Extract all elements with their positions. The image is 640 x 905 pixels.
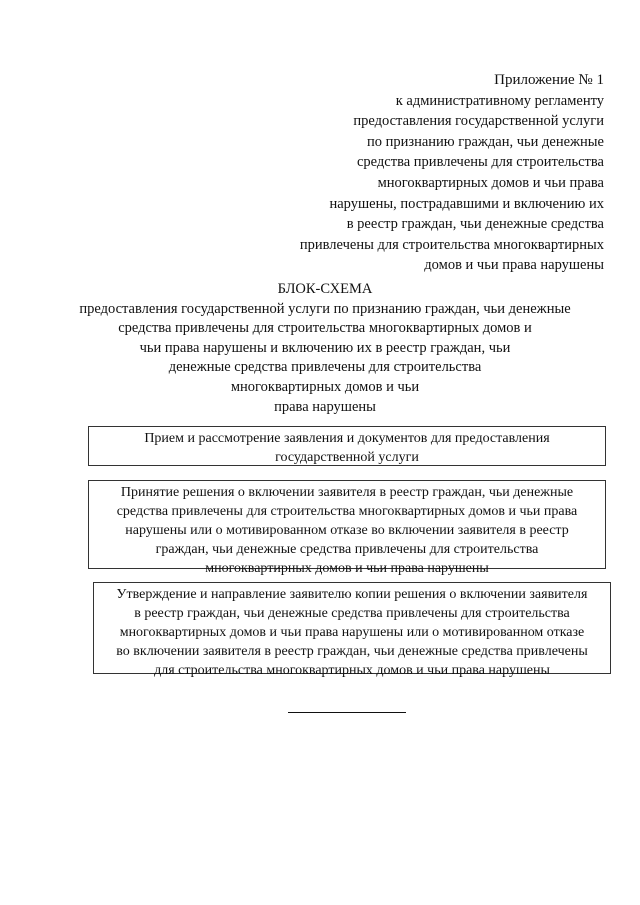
appendix-line: нарушены, пострадавшими и включению их	[329, 195, 604, 212]
appendix-line: предоставления государственной услуги	[353, 113, 604, 130]
scheme-subtitle-line: многоквартирных домов и чьи	[230, 378, 420, 395]
scheme-subtitle-line: предоставления государственной услуги по признанию граждан, чьи денежные	[79, 300, 571, 317]
scheme-subtitle-line: денежные средства привлечены для строительства	[168, 359, 482, 376]
appendix-line: в реестр граждан, чьи денежные средства	[346, 216, 604, 233]
flow-step-text: многоквартирных домов и чьи права нарушены или о мотивированном отказе	[119, 625, 585, 640]
flow-step-text: граждан, чьи денежные средства привлечены для строительства	[155, 542, 539, 557]
scheme-subtitle-line: права нарушены	[274, 398, 376, 415]
flow-step-text: многоквартирных домов и чьи права нарушены	[205, 561, 489, 576]
flow-step-2-box	[88, 480, 606, 576]
appendix-line: к административному регламенту	[395, 92, 604, 109]
scheme-title-block	[60, 280, 590, 417]
scheme-subtitle-line: средства привлечены для строительства многоквартирных домов и	[118, 320, 532, 337]
flow-step-3-box	[93, 582, 611, 678]
appendix-header	[244, 70, 604, 276]
scheme-subtitle-line: чьи права нарушены и включению их в реестр граждан, чьи	[139, 339, 511, 356]
flow-step-text: нарушены или о мотивированном отказе во включении заявителя в реестр	[125, 523, 569, 538]
flow-step-text: Утверждение и направление заявителю копии решения о включении заявителя	[116, 587, 588, 602]
flow-step-text: во включении заявителя в реестр граждан, чьи денежные средства привлечены	[116, 644, 588, 659]
appendix-line: по признанию граждан, чьи денежные	[366, 133, 604, 150]
flow-step-text: в реестр граждан, чьи денежные средства привлечены для строительства	[134, 606, 570, 621]
appendix-line: привлечены для строительства многоквартирных	[299, 236, 604, 253]
flow-step-text: государственной услуги	[275, 450, 419, 465]
flow-step-text: Принятие решения о включении заявителя в реестр граждан, чьи денежные	[120, 485, 574, 500]
flow-step-1-box	[88, 426, 606, 466]
appendix-line: средства привлечены для строительства	[357, 154, 604, 171]
appendix-line: домов и чьи права нарушены	[424, 257, 604, 274]
appendix-title: Приложение № 1	[494, 72, 604, 88]
scheme-heading: БЛОК-СХЕМА	[277, 281, 373, 297]
flow-step-text: Прием и рассмотрение заявления и документов для предоставления	[144, 431, 550, 446]
flow-step-text: для строительства многоквартирных домов и чьи права нарушены	[154, 663, 550, 678]
appendix-line: многоквартирных домов и чьи права	[377, 174, 604, 191]
flow-step-text: средства привлечены для строительства многоквартирных домов и чьи права	[116, 504, 578, 519]
end-separator-line	[288, 712, 406, 713]
